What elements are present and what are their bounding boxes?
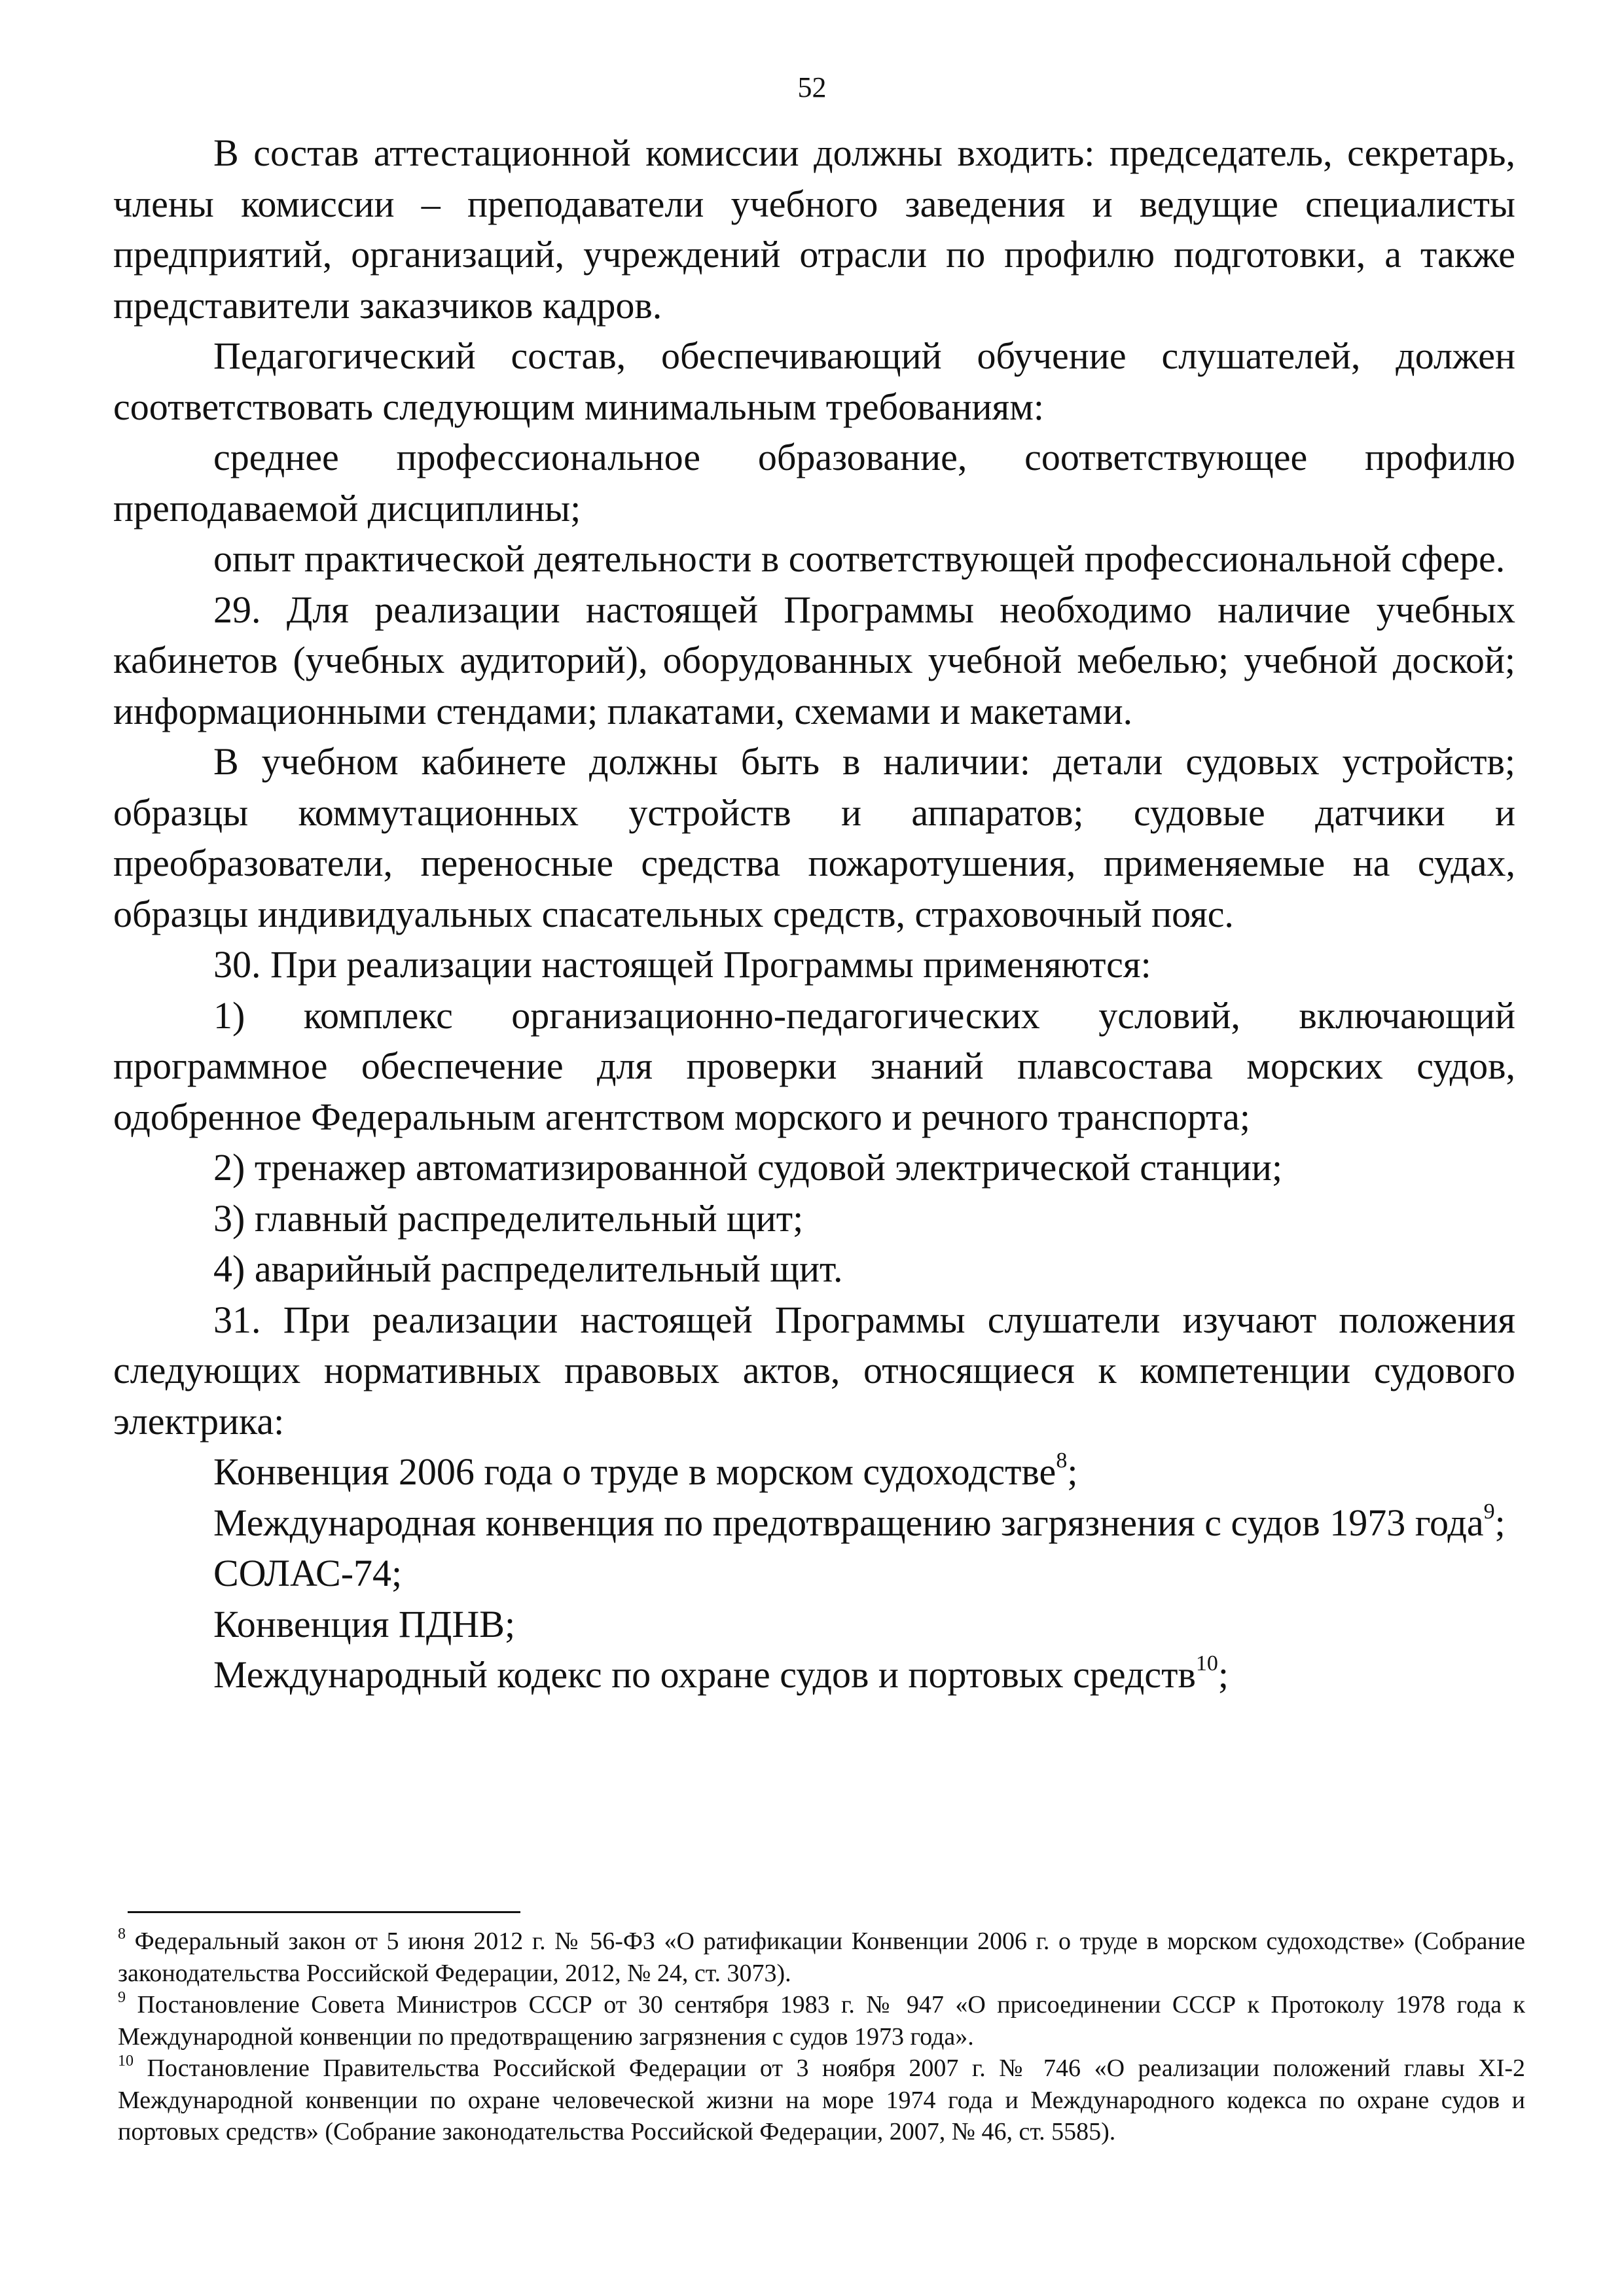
act-solas: СОЛАС-74;	[213, 1552, 403, 1594]
page-number: 52	[797, 71, 827, 103]
body-text	[113, 128, 1515, 1700]
paragraph-classroom-equipment: В учебном кабинете должны быть в наличии: детали судовых устройств; образцы коммутационных устройств и аппаратов; судовые датчики и преобразователи, переносные средства пожаротушения, применяемые на судах, образцы индивидуальных спасательных средств, страховочный пояс.	[113, 740, 1515, 935]
footnote-9	[118, 1989, 1525, 2053]
paragraph-item-31: 31. При реализации настоящей Программы слушатели изучают положения следующих нормативных правовых актов, относящиеся к компетенции судового электрика:	[113, 1298, 1515, 1443]
footnote-separator	[128, 1911, 520, 1913]
paragraph-item-30: 30. При реализации настоящей Программы применяются:	[213, 943, 1151, 986]
act-isps	[113, 1649, 1515, 1700]
list-item-3: 3) главный распределительный щит;	[213, 1196, 804, 1240]
paragraph-commission: В состав аттестационной комиссии должны входить: председатель, секретарь, члены комиссии – преподаватели учебного заведения и ведущие специалисты предприятий, организаций, учреждений отрасли по профилю подготовки, а также представители заказчиков кадров.	[113, 132, 1515, 327]
footnote-ref-10: 10	[1195, 1651, 1218, 1676]
act-marpol-tail: ;	[1494, 1501, 1506, 1544]
act-convention-2006-tail: ;	[1067, 1450, 1078, 1493]
paragraph-requirement-education: среднее профессиональное образование, соответствующее профилю преподаваемой дисциплины;	[113, 436, 1515, 529]
act-stcw: Конвенция ПДНВ;	[213, 1602, 516, 1645]
footnote-ref-8: 8	[1056, 1448, 1068, 1473]
paragraph-teaching-staff: Педагогический состав, обеспечивающий обучение слушателей, должен соответствовать следующим минимальным требованиям:	[113, 334, 1515, 428]
paragraph-requirement-experience: опыт практической деятельности в соответствующей профессиональной сфере.	[213, 537, 1506, 580]
act-marpol	[113, 1498, 1515, 1549]
list-item-1: 1) комплекс организационно-педагогических условий, включающий программное обеспечение для проверки знаний плавсостава морских судов, одобренное Федеральным агентством морского и речного транспорта;	[113, 994, 1515, 1138]
act-isps-tail: ;	[1218, 1653, 1229, 1696]
list-item-4: 4) аварийный распределительный щит.	[213, 1247, 843, 1290]
footnote-10-text: Постановление Правительства Российской Федерации от 3 ноября 2007 г. № 746 «О реализации положений главы XI-2 Международной конвенции по охране человеческой жизни на море 1974 года и Международного кодекса по охране судов и портовых средств» (Собрание законодательства Российской Федерации, 2007, № 46, ст. 5585).	[118, 2054, 1525, 2145]
footnote-8	[118, 1926, 1525, 1989]
footnote-10-number: 10	[118, 2053, 134, 2070]
footnote-8-text: Федеральный закон от 5 июня 2012 г. № 56-ФЗ «О ратификации Конвенции 2006 г. о труде в морском судоходстве» (Собрание законодательства Российской Федерации, 2012, № 24, ст. 3073).	[118, 1928, 1526, 1987]
act-isps-text: Международный кодекс по охране судов и портовых средств	[213, 1653, 1196, 1696]
footnote-ref-9: 9	[1483, 1499, 1495, 1524]
footnotes	[118, 1926, 1525, 2148]
footnote-9-number: 9	[118, 1989, 126, 2006]
act-convention-2006	[113, 1446, 1515, 1498]
footnote-9-text: Постановление Совета Министров СССР от 30 сентября 1983 г. № 947 «О присоединении СССР к Протоколу 1978 года к Международной конвенции по предотвращению загрязнения с судов 1973 года».	[118, 1991, 1526, 2051]
list-item-2: 2) тренажер автоматизированной судовой электрической станции;	[213, 1146, 1283, 1189]
act-marpol-text: Международная конвенция по предотвращению загрязнения с судов 1973 года	[213, 1501, 1484, 1544]
act-convention-2006-text: Конвенция 2006 года о труде в морском судоходстве	[213, 1450, 1056, 1493]
footnote-10	[118, 2053, 1525, 2148]
footnote-8-number: 8	[118, 1926, 126, 1943]
paragraph-item-29: 29. Для реализации настоящей Программы необходимо наличие учебных кабинетов (учебных аудиторий), оборудованных учебной мебелью; учебной доской; информационными стендами; плакатами, схемами и макетами.	[113, 588, 1515, 732]
